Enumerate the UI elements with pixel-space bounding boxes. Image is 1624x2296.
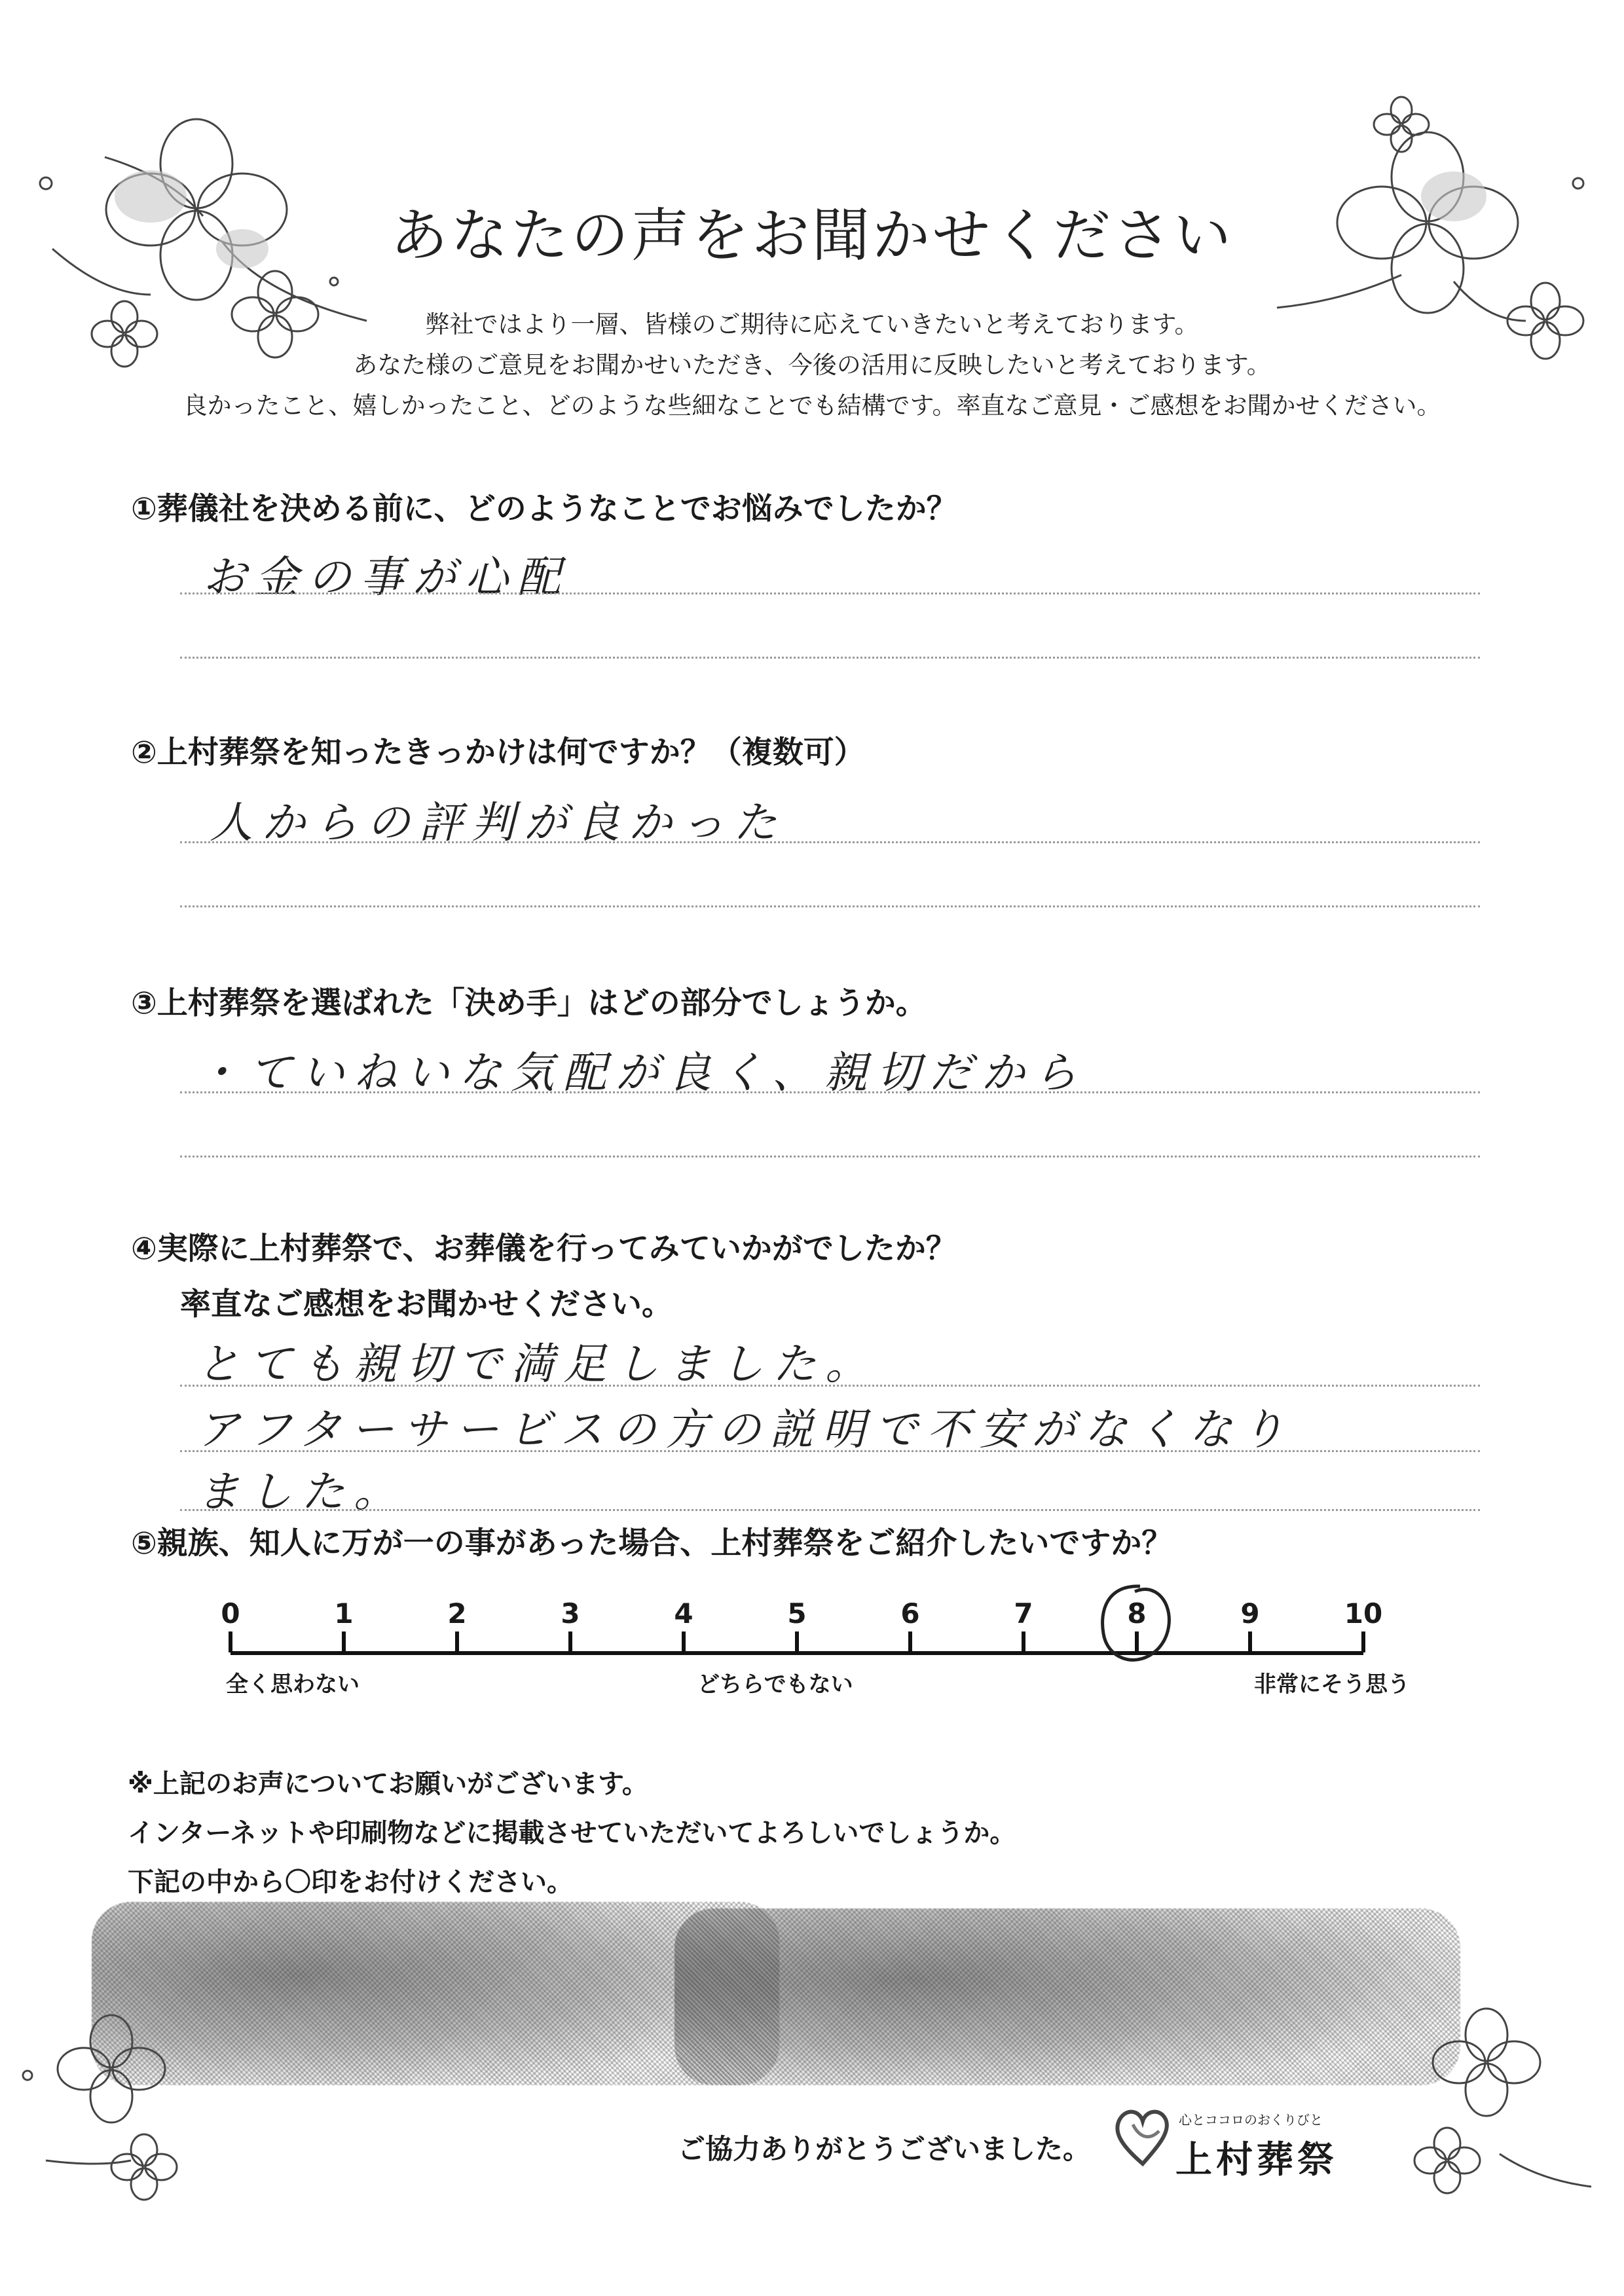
- scale-tick: [682, 1631, 686, 1652]
- scale-caption-right: 非常にそう思う: [1254, 1671, 1410, 1698]
- note-line-3: 下記の中から〇印をお付けください。: [128, 1867, 573, 1897]
- answer-4-handwriting-line-2: アフターサービスの方の説明で不安がなくなり: [196, 1404, 1294, 1455]
- question-5: ⑤親族、知人に万が一の事があった場合、上村葬祭をご紹介したいですか？: [131, 1525, 1173, 1561]
- redacted-area-right: [674, 1908, 1460, 2085]
- scale-tick: [1361, 1631, 1365, 1652]
- answer-line: [180, 657, 1480, 659]
- answer-line: [180, 841, 1480, 843]
- scale-caption-left: 全く思わない: [226, 1671, 360, 1698]
- scale-label-0: 0: [221, 1597, 240, 1630]
- answer-1-handwriting: お金の事が心配: [203, 552, 570, 602]
- scale-tick: [1248, 1631, 1252, 1652]
- answer-line: [180, 1385, 1480, 1387]
- scale-tick: [908, 1631, 912, 1652]
- scale-label-3: 3: [561, 1597, 580, 1630]
- answer-line: [180, 1156, 1480, 1157]
- scale-label-9: 9: [1240, 1597, 1260, 1630]
- scale-label-6: 6: [900, 1597, 920, 1630]
- scale-tick: [568, 1631, 572, 1652]
- selected-rating-circle: [1094, 1581, 1179, 1673]
- answer-line: [180, 905, 1480, 907]
- scale-tick: [795, 1631, 799, 1652]
- scale-label-5: 5: [787, 1597, 807, 1630]
- answer-line: [180, 1450, 1480, 1452]
- answer-line: [180, 592, 1480, 594]
- question-2: ②上村葬祭を知ったきっかけは何ですか？（複数可）: [131, 735, 865, 771]
- answer-line: [180, 1091, 1480, 1093]
- intro-line-3: 良かったこと、嬉しかったこと、どのような些細なことでも結構です。率直なご意見・ご感想をお聞かせください。: [183, 392, 1441, 420]
- scale-label-1: 1: [334, 1597, 354, 1630]
- scale-label-8: 8: [1127, 1597, 1147, 1630]
- thanks-message: ご協力ありがとうございました。: [678, 2133, 1091, 2165]
- scale-tick: [455, 1631, 459, 1652]
- scale-label-7: 7: [1014, 1597, 1033, 1630]
- answer-4-handwriting-line-1: とても親切で満足しました。: [196, 1339, 877, 1389]
- logo-name: 上村葬祭: [1175, 2139, 1338, 2181]
- scale-caption-middle: どちらでもない: [697, 1671, 853, 1698]
- answer-3-handwriting: ・ていねいな気配が良く、親切だから: [196, 1048, 1086, 1098]
- answer-line: [180, 1509, 1480, 1511]
- page-title: あなたの声をお聞かせください: [390, 202, 1234, 269]
- intro-line-2: あなた様のご意見をお聞かせいただき、今後の活用に反映したいと考えております。: [353, 351, 1271, 379]
- question-1: ①葬儀社を決める前に、どのようなことでお悩みでしたか？: [131, 491, 957, 527]
- note-line-2: インターネットや印刷物などに掲載させていただいてよろしいでしょうか。: [128, 1818, 1016, 1848]
- scale-label-10: 10: [1344, 1597, 1383, 1630]
- heart-logo-icon: [1113, 2105, 1172, 2170]
- scale-label-2: 2: [447, 1597, 467, 1630]
- note-line-1: ※上記のお声についてお願いがございます。: [128, 1769, 648, 1799]
- intro-line-1: 弊社ではより一層、皆様のご期待に応えていきたいと考えております。: [425, 310, 1199, 338]
- question-4: ④実際に上村葬祭で、お葬儀を行ってみていかがでしたか？: [131, 1231, 957, 1267]
- logo-tagline: 心とココロのおくりびと: [1179, 2112, 1323, 2128]
- answer-2-handwriting: 人からの評判が良かった: [210, 797, 786, 848]
- scale-tick: [342, 1631, 346, 1652]
- scale-label-4: 4: [674, 1597, 693, 1630]
- question-4-sub: 率直なご感想をお聞かせください。: [180, 1286, 673, 1322]
- scale-tick: [1022, 1631, 1025, 1652]
- answer-4-handwriting-line-3: ました。: [196, 1467, 406, 1517]
- scale-tick: [229, 1631, 232, 1652]
- question-3: ③上村葬祭を選ばれた「決め手」はどの部分でしょうか。: [131, 985, 927, 1021]
